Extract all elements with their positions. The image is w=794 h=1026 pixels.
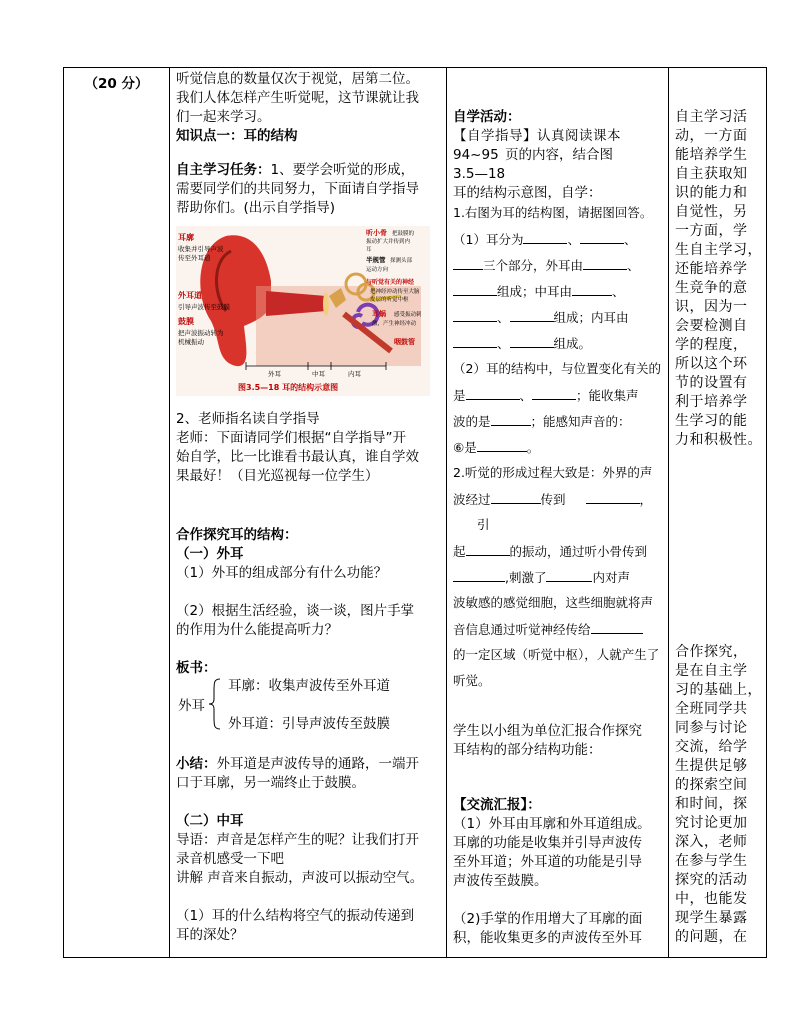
guide-line: 3.5—18 bbox=[453, 166, 506, 182]
region-middle: 中耳 bbox=[312, 370, 325, 378]
blank-line bbox=[453, 334, 664, 353]
intent-line: 在参与学生 bbox=[675, 853, 748, 869]
answer-blank[interactable] bbox=[580, 230, 624, 244]
answer-blank[interactable] bbox=[491, 490, 541, 504]
intent-line: 生自主学习， bbox=[675, 242, 762, 258]
intent-line: 一方面，学 bbox=[675, 223, 748, 239]
student-activity-cell bbox=[447, 68, 669, 958]
blank-line bbox=[453, 490, 664, 509]
table-row bbox=[64, 68, 767, 958]
question: （1）外耳的组成部分有什么功能？ bbox=[176, 565, 388, 581]
intent-line: 生竞争的意 bbox=[675, 280, 748, 296]
answer-blank[interactable] bbox=[491, 412, 531, 426]
blank-line bbox=[453, 594, 664, 612]
blank-line bbox=[477, 516, 664, 534]
blank-text: 、 bbox=[612, 284, 625, 299]
intent-line: 还能培养学 bbox=[675, 261, 748, 277]
summary-text: 外耳道是声波传导的通路，一端开 bbox=[216, 756, 419, 772]
guide-line: 【自学指导】认真阅读课本 bbox=[453, 128, 621, 144]
blank-text: 起 bbox=[453, 544, 466, 559]
label-ear-canal: 外耳道 bbox=[178, 291, 202, 300]
report-line: 至外耳道；外耳道的功能是引导 bbox=[453, 854, 642, 870]
section-heading: 知识点一：耳的结构 bbox=[176, 128, 298, 144]
blank-text: 三个部分，外耳由 bbox=[483, 258, 584, 273]
blank-line bbox=[453, 230, 664, 249]
label-desc: 机械振动 bbox=[178, 338, 204, 346]
intent-line: 学的程度， bbox=[675, 337, 748, 353]
blank-line bbox=[453, 646, 664, 664]
label-ossicles: 听小骨 bbox=[366, 229, 387, 237]
answer-blank[interactable] bbox=[466, 542, 510, 556]
task-text: 帮助你们。(出示自学指导) bbox=[176, 200, 336, 216]
task-text: 1、要学会听觉的形成， bbox=[270, 162, 415, 178]
label-nerve: 与听觉有关的神经 bbox=[366, 279, 415, 286]
answer-blank[interactable] bbox=[572, 282, 612, 296]
blank-text: 、 bbox=[567, 232, 580, 247]
answer-blank[interactable] bbox=[466, 386, 520, 400]
label-desc: 耳 bbox=[366, 247, 372, 253]
teacher-activity-cell bbox=[170, 68, 447, 958]
blank-line bbox=[453, 360, 664, 378]
label-semicircular: 半规管 bbox=[366, 256, 386, 264]
region-outer: 外耳 bbox=[268, 370, 281, 378]
blank-text: 2.听觉的形成过程大致是：外界的声 bbox=[453, 465, 653, 480]
answer-blank[interactable] bbox=[510, 334, 554, 348]
label-desc: 振动扩大并传到内 bbox=[366, 239, 411, 245]
intro-line: 听觉信息的数量仅次于视觉，居第二位。 bbox=[176, 71, 419, 87]
stage-cell bbox=[64, 68, 170, 958]
answer-blank[interactable] bbox=[523, 230, 567, 244]
blank-text: 、 bbox=[497, 310, 510, 325]
blank-text: （1）耳分为 bbox=[453, 232, 524, 247]
intent-line: 究讨论更加 bbox=[675, 815, 748, 831]
report-line: 耳廓的功能是收集并引导声波传 bbox=[453, 835, 642, 851]
answer-blank[interactable] bbox=[586, 490, 640, 504]
brace-icon bbox=[208, 677, 222, 731]
report-line: （1）外耳由耳廓和外耳道组成。 bbox=[453, 816, 651, 832]
intro-line: 我们人体怎样产生听觉呢，这节课就让我 bbox=[176, 90, 419, 106]
label-auricle: 耳廓 bbox=[178, 233, 194, 242]
blank-text: ， bbox=[639, 492, 653, 507]
figure-caption: 图3.5—18 耳的结构示意图 bbox=[238, 383, 339, 392]
blank-text: 、 bbox=[627, 258, 640, 273]
teacher-line: 老师：下面请同学们根据“自学指导”开 bbox=[176, 430, 406, 446]
blank-line bbox=[453, 308, 664, 327]
label-desc: 探测头部 bbox=[390, 258, 413, 264]
blank-line bbox=[453, 568, 664, 587]
intent-line: 生学习的能 bbox=[675, 413, 748, 429]
intent-line: 全班同学共 bbox=[675, 701, 748, 717]
intent-line: 的问题，在 bbox=[675, 929, 748, 945]
intent-line: 所以这个环 bbox=[675, 356, 748, 372]
label-desc: 把鼓膜的 bbox=[392, 231, 415, 237]
answer-blank[interactable] bbox=[583, 256, 627, 270]
blank-text: 、 bbox=[623, 232, 637, 247]
blank-text: 音信息通过听觉神经传给 bbox=[453, 622, 591, 637]
answer-blank[interactable] bbox=[510, 308, 554, 322]
board-root: 外耳 bbox=[178, 698, 205, 714]
blank-text: 组成。 bbox=[553, 336, 592, 351]
blank-text: ；能收集声 bbox=[576, 388, 639, 403]
blank-line bbox=[453, 438, 664, 457]
activity-title: 自学活动： bbox=[453, 109, 521, 125]
guide-line: 导语：声音是怎样产生的呢？让我们打开 bbox=[176, 832, 419, 848]
blank-text: ；能感知声音的： bbox=[530, 414, 631, 429]
report-line: 积，能收集更多的声波传至外耳 bbox=[453, 930, 642, 946]
intent-line: 动，一方面 bbox=[675, 128, 748, 144]
intent-line: 利于培养学 bbox=[675, 394, 748, 410]
report-line: （2)手掌的作用增大了耳廓的面 bbox=[453, 911, 643, 927]
blank-text: ,刺激了 bbox=[505, 570, 547, 585]
label-desc: 把神经冲动传至大脑 bbox=[370, 289, 420, 295]
intent-line: 是在自主学 bbox=[675, 663, 748, 679]
task-text: 需要同学们的共同努力，下面请自学指导 bbox=[176, 181, 419, 197]
summary-label: 小结： bbox=[176, 756, 217, 772]
intent-line: 自觉性，另 bbox=[675, 204, 748, 220]
blank-text: 。 bbox=[526, 440, 540, 455]
intent-line: 交流，给学 bbox=[675, 739, 748, 755]
intent-line: 节的设置有 bbox=[675, 375, 748, 391]
blank-text: 的一定区域（听觉中枢），人就产生了 bbox=[453, 647, 660, 662]
intent-line: 合作探究， bbox=[675, 644, 748, 660]
blank-line bbox=[453, 672, 664, 690]
question-intro: 1.右图为耳的结构图，请据图回答。 bbox=[453, 205, 653, 220]
blank-text: 的振动，通过听小骨传到 bbox=[509, 544, 648, 559]
intent-line: 现学生暴露 bbox=[675, 910, 748, 926]
guide-line: 耳的结构示意图，自学： bbox=[453, 185, 602, 201]
question: 的作用为什么能提高听力？ bbox=[176, 622, 338, 638]
blank-text: 听觉。 bbox=[453, 673, 491, 688]
label-desc: 引导声波传至鼓膜 bbox=[178, 303, 230, 311]
intent-line: 识，因为一 bbox=[675, 299, 748, 315]
subsection-heading: （一）外耳 bbox=[176, 546, 244, 562]
blank-line bbox=[453, 620, 664, 639]
intro-line: 们一起来学习。 bbox=[176, 109, 271, 125]
answer-blank[interactable] bbox=[453, 568, 505, 582]
lesson-plan-table bbox=[63, 67, 767, 958]
intent-line: 习的基础上， bbox=[675, 682, 762, 698]
intent-line: 深入，老师 bbox=[675, 834, 748, 850]
intent-line: 能培养学生 bbox=[675, 147, 748, 163]
label-desc: 把声波振动转为 bbox=[178, 329, 224, 337]
label-desc: 激，产生神经冲动 bbox=[372, 321, 417, 327]
intent-line: 同参与讨论 bbox=[675, 720, 748, 736]
label-desc: 感受振动刺 bbox=[394, 312, 422, 318]
guide-line: 讲解 声音来自振动，声波可以振动空气。 bbox=[176, 870, 424, 886]
label-desc: 皮层的听觉中枢 bbox=[370, 297, 409, 303]
blank-text: （2）耳的结构中，与位置变化有关的 bbox=[453, 361, 661, 376]
question: 耳的深处？ bbox=[176, 927, 244, 943]
guide-line: 94~95 页的内容，结合图 bbox=[453, 147, 613, 163]
teacher-line: 果最好！（目光巡视每一位学生） bbox=[176, 468, 379, 484]
intent-line: 自主学习活 bbox=[675, 109, 748, 125]
label-desc: 运动方向 bbox=[366, 267, 389, 273]
intent-line: 生提供足够 bbox=[675, 758, 748, 774]
summary-text: 口于耳廓，另一端终止于鼓膜。 bbox=[176, 775, 365, 791]
read-guide: 2、老师指名读自学指导 bbox=[176, 411, 320, 427]
blank-text: 传到 bbox=[540, 492, 566, 507]
task-label: 自主学习任务： bbox=[176, 162, 271, 178]
intent-line: 识的能力和 bbox=[675, 185, 748, 201]
answer-blank[interactable] bbox=[453, 256, 483, 270]
blank-text: 、 bbox=[497, 336, 510, 351]
blank-text: 是 bbox=[453, 388, 466, 403]
blank-line bbox=[453, 542, 664, 561]
intent-bottom-text bbox=[675, 643, 763, 947]
intent-line: 的探索空间 bbox=[675, 777, 748, 793]
report-title: 【交流汇报】： bbox=[453, 797, 541, 813]
answer-blank[interactable] bbox=[546, 568, 592, 582]
ear-structure-diagram bbox=[176, 226, 430, 396]
guide-line: 录音机感受一下吧 bbox=[176, 851, 284, 867]
intent-line: 会要检测自 bbox=[675, 318, 748, 334]
design-intent-cell bbox=[669, 68, 767, 958]
board-title: 板书： bbox=[176, 660, 217, 676]
blank-text: 内对声 bbox=[592, 570, 630, 585]
intent-line: 探究的活动 bbox=[675, 872, 748, 888]
intent-line: 和时间，探 bbox=[675, 796, 748, 812]
answer-blank[interactable] bbox=[453, 334, 497, 348]
blank-text: 波经过 bbox=[453, 492, 491, 507]
blank-text: 波的是 bbox=[453, 414, 491, 429]
intent-top-text bbox=[675, 108, 763, 450]
report-line: 声波传至鼓膜。 bbox=[453, 873, 548, 889]
answer-blank[interactable] bbox=[477, 438, 527, 452]
blank-text: 引 bbox=[477, 517, 490, 532]
answer-blank[interactable] bbox=[591, 620, 643, 634]
blank-line bbox=[453, 464, 664, 482]
board-item: 外耳道：引导声波传至鼓膜 bbox=[228, 716, 390, 732]
label-eustachian: 咽鼓管 bbox=[394, 338, 415, 346]
teacher-line: 始自学，比一比谁看书最认真，谁自学效 bbox=[176, 449, 419, 465]
subsection-heading: （二）中耳 bbox=[176, 813, 244, 829]
blank-text: 波敏感的感觉细胞，这些细胞就将声 bbox=[453, 595, 654, 610]
eardrum-shape bbox=[323, 292, 329, 316]
blank-line bbox=[453, 282, 664, 301]
question: （2）根据生活经验，谈一谈，图片手掌 bbox=[176, 603, 415, 619]
answer-blank[interactable] bbox=[453, 282, 497, 296]
blank-text: 组成；中耳由 bbox=[497, 284, 573, 299]
blank-line bbox=[453, 386, 664, 405]
label-cochlea: 耳蜗 bbox=[372, 310, 386, 318]
question: （1）耳的什么结构将空气的振动传递到 bbox=[176, 908, 415, 924]
blank-line bbox=[453, 256, 664, 275]
blank-text: 、 bbox=[519, 388, 533, 403]
label-desc: 传至外耳道 bbox=[178, 254, 211, 262]
region-inner: 内耳 bbox=[348, 370, 361, 378]
label-desc: 收集并引导声波 bbox=[178, 245, 224, 253]
answer-blank[interactable] bbox=[532, 386, 576, 400]
intent-line: 自主获取知 bbox=[675, 166, 748, 182]
stage-label: （20 分） bbox=[84, 76, 149, 92]
blank-text: 组成；内耳由 bbox=[553, 310, 629, 325]
group-line: 耳结构的部分结构功能： bbox=[453, 742, 602, 758]
intent-line: 力和积极性。 bbox=[675, 432, 762, 448]
group-line: 学生以小组为单位汇报合作探究 bbox=[453, 723, 642, 739]
section-heading: 合作探究耳的结构： bbox=[176, 527, 298, 543]
blank-text: ⑥是 bbox=[453, 440, 477, 455]
label-eardrum: 鼓膜 bbox=[178, 317, 194, 326]
board-item: 耳廓：收集声波传至外耳道 bbox=[228, 678, 390, 694]
blank-line bbox=[453, 412, 664, 431]
answer-blank[interactable] bbox=[453, 308, 497, 322]
intent-line: 中，也能发 bbox=[675, 891, 748, 907]
